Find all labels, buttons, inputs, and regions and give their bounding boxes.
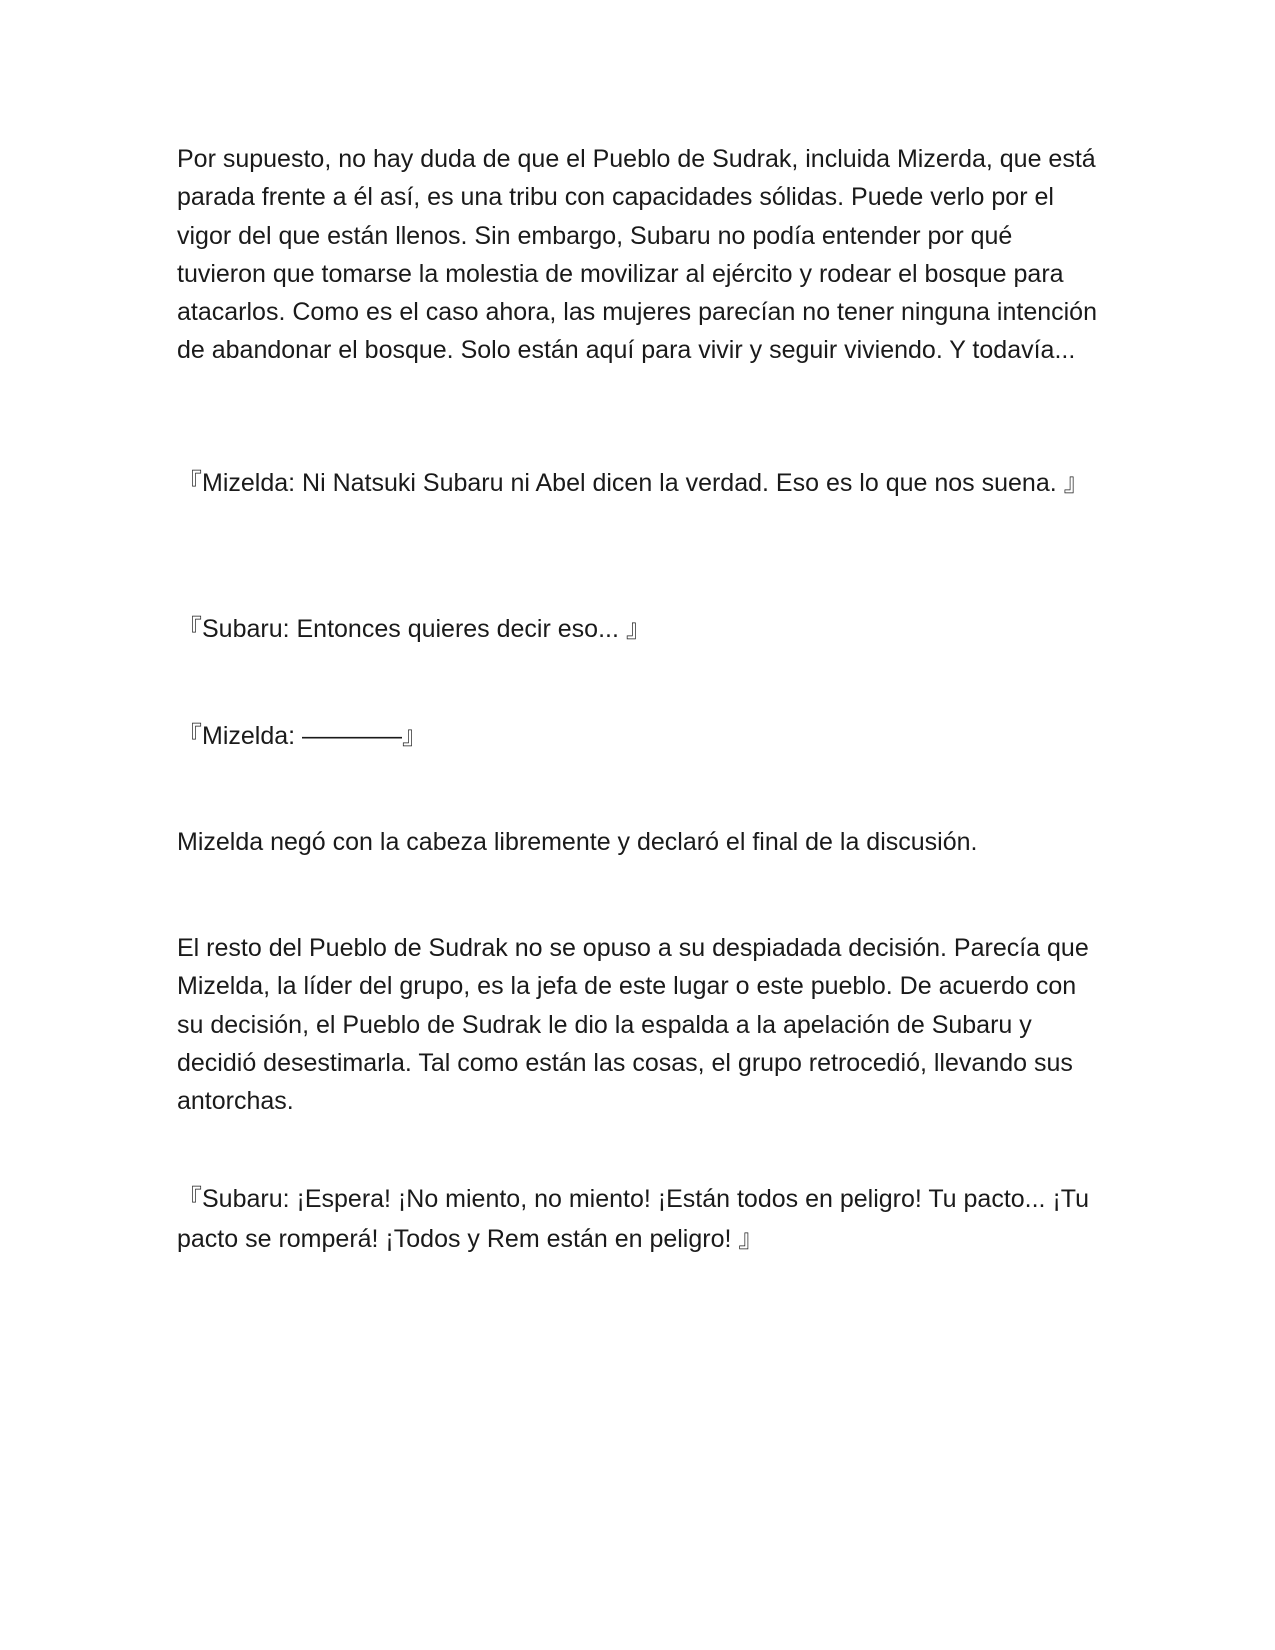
dialogue-line: 『Mizelda: ————』 (177, 722, 428, 750)
narration-paragraph: Por supuesto, no hay duda de que el Pueblo de Sudrak, incluida Mizerda, que está parada frente a él así, es una tribu con capacidades sólidas. Puede verlo por el vigor del que están llenos. Sin embargo, Subaru no podía entender por qué tuvieron que tomarse la molestia de movilizar al ejército y rodear el bosque para atacarlos. Como es el caso ahora, las mujeres parecían no tener ninguna intención de abandonar el bosque. Solo están aquí para vivir y seguir viviendo. Y todavía... (177, 145, 1097, 365)
dialogue-line: 『Subaru: ¡Espera! ¡No miento, no miento! ¡Están todos en peligro! Tu pacto... ¡Tu pacto se romperá! ¡Todos y Rem están en peligro! 』 (177, 1185, 1090, 1253)
narration-paragraph: Mizelda negó con la cabeza libremente y declaró el final de la discusión. (177, 828, 978, 856)
narration-paragraph: El resto del Pueblo de Sudrak no se opuso a su despiadada decisión. Parecía que Mizelda, la líder del grupo, es la jefa de este lugar o este pueblo. De acuerdo con su decisión, el Pueblo de Sudrak le dio la espalda a la apelación de Subaru y decidió desestimarla. Tal como están las cosas, el grupo retrocedió, llevando sus antorchas. (177, 934, 1089, 1116)
dialogue-line: 『Mizelda: Ni Natsuki Subaru ni Abel dicen la verdad. Eso es lo que nos suena. 』 (177, 469, 1089, 497)
dialogue-line: 『Subaru: Entonces quieres decir eso... 』 (177, 615, 651, 643)
